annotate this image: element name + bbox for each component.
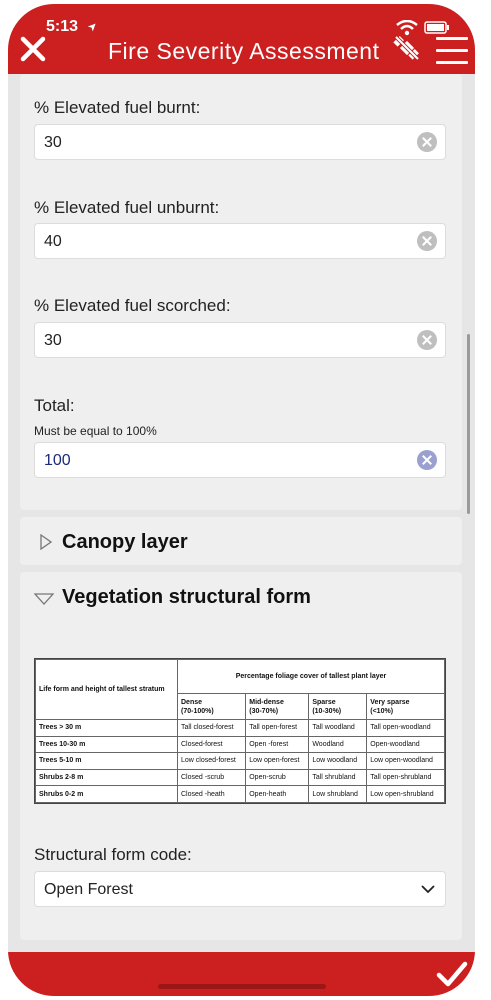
section-title-vegetation: Vegetation structural form (62, 586, 311, 608)
vegetation-structural-form-section (20, 572, 462, 940)
canopy-layer-section (20, 517, 462, 565)
close-icon[interactable] (18, 34, 48, 64)
select-value: Open Forest (44, 881, 133, 898)
table-column-header: Dense (70-100%) (178, 694, 246, 720)
table-row: Trees > 30 m Tall closed-forest Tall open-forest Tall woodland Tall open-woodland (36, 720, 445, 737)
table-group-header: Percentage foliage cover of tallest plant layer (178, 660, 445, 694)
clear-icon[interactable] (417, 231, 437, 251)
satellite-off-icon[interactable] (393, 34, 421, 62)
vegetation-structural-form-toggle[interactable] (20, 574, 462, 618)
app-screen (8, 4, 475, 996)
input-value: 30 (44, 332, 62, 349)
table-row: Shrubs 0-2 m Closed -heath Open-heath Low shrubland Low open-shrubland (36, 786, 445, 803)
structural-form-reference-table (34, 658, 446, 804)
total-hint: Must be equal to 100% (34, 424, 157, 438)
home-indicator[interactable] (158, 984, 326, 989)
checkmark-icon[interactable] (436, 960, 468, 988)
elevated-unburnt-input[interactable] (34, 223, 446, 259)
elevated-burnt-input[interactable] (34, 124, 446, 160)
structural-form-code-label: Structural form code: (34, 845, 192, 864)
status-time: 5:13 (46, 18, 79, 35)
page-title: Fire Severity Assessment (108, 38, 380, 64)
location-arrow-icon: ➤ (85, 19, 101, 35)
table-column-header: Very sparse (<10%) (367, 694, 445, 720)
battery-icon (424, 21, 450, 34)
hamburger-menu-icon[interactable] (436, 37, 468, 67)
scrollbar[interactable] (467, 334, 470, 514)
table-row: Trees 5-10 m Low closed-forest Low open-forest Low woodland Low open-woodland (36, 753, 445, 770)
input-value: 100 (44, 452, 71, 469)
total-input[interactable] (34, 442, 446, 478)
canopy-layer-toggle[interactable] (20, 519, 462, 563)
input-value: 40 (44, 233, 62, 250)
header-bar (8, 4, 475, 74)
field-label-elevated-unburnt: % Elevated fuel unburnt: (34, 198, 220, 217)
elevated-scorched-input[interactable] (34, 322, 446, 358)
table-row: Shrubs 2-8 m Closed -scrub Open-scrub Tall shrubland Tall open-shrubland (36, 769, 445, 786)
input-value: 30 (44, 134, 62, 151)
table-corner-header: Life form and height of tallest stratum (36, 660, 178, 720)
expand-right-icon (40, 534, 52, 550)
table-column-header: Mid-dense (30-70%) (246, 694, 309, 720)
clear-icon[interactable] (417, 450, 437, 470)
field-label-elevated-scorched: % Elevated fuel scorched: (34, 296, 231, 315)
footer-bar (8, 952, 475, 996)
clear-icon[interactable] (417, 330, 437, 350)
elevated-fuel-card (20, 74, 462, 510)
chevron-down-icon (421, 884, 435, 894)
field-label-elevated-burnt: % Elevated fuel burnt: (34, 98, 201, 117)
total-label: Total: (34, 396, 75, 415)
clear-icon[interactable] (417, 132, 437, 152)
collapse-down-icon (34, 593, 54, 605)
structural-form-code-select[interactable] (34, 871, 446, 907)
table-column-header: Sparse (10-30%) (309, 694, 367, 720)
table-row: Trees 10-30 m Closed-forest Open -forest Woodland Open-woodland (36, 736, 445, 753)
form-scroll-area[interactable] (8, 74, 475, 952)
section-title-canopy: Canopy layer (62, 531, 188, 553)
